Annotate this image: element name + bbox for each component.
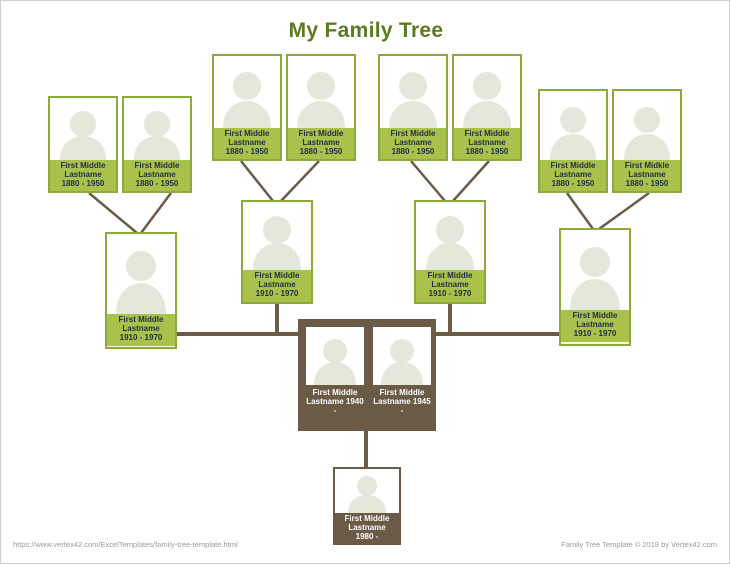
person-name-line2: Lastname — [431, 279, 469, 289]
person-label — [614, 160, 680, 192]
person-card-ggp4[interactable] — [286, 54, 356, 161]
person-dates: 1910 - 1970 — [428, 288, 472, 298]
person-card-ggp8[interactable] — [612, 89, 682, 193]
avatar — [304, 325, 366, 387]
person-label — [50, 160, 116, 192]
person-card-child1[interactable] — [333, 467, 401, 545]
person-dates: 1910 - 1970 — [573, 328, 617, 338]
person-card-parent2[interactable] — [371, 325, 433, 419]
person-card-ggp6[interactable] — [452, 54, 522, 161]
person-dates: 1880 - 1950 — [61, 178, 105, 188]
person-name-line2: Lastname — [258, 279, 296, 289]
person-card-gp3[interactable] — [414, 200, 486, 304]
person-name-line2: Lastname — [628, 169, 666, 179]
avatar — [371, 325, 433, 387]
person-name-line1: First Middle — [427, 271, 473, 280]
person-name-line2: Lastname — [394, 137, 432, 147]
person-name-line2: Lastname — [64, 169, 102, 179]
person-label — [335, 513, 399, 545]
person-dates: 1910 - 1970 — [119, 332, 163, 342]
person-label — [416, 270, 484, 302]
person-label — [380, 128, 446, 160]
person-dates: 1880 - 1950 — [299, 146, 343, 156]
person-card-ggp1[interactable] — [48, 96, 118, 193]
person-dates: 1880 - 1950 — [225, 146, 269, 156]
person-dates: 1880 - 1950 — [465, 146, 509, 156]
person-name-line1: First Middle — [134, 161, 180, 170]
person-card-ggp3[interactable] — [212, 54, 282, 161]
person-name-line1: First Middle — [118, 315, 164, 324]
avatar — [614, 91, 680, 160]
person-name-line1: First Middle — [550, 161, 596, 170]
person-label — [107, 314, 175, 346]
avatar — [416, 202, 484, 270]
person-dates: 1880 - 1950 — [551, 178, 595, 188]
person-name-line1: First Middle — [390, 129, 436, 138]
person-dates: 1940 - — [333, 396, 364, 415]
avatar — [540, 91, 606, 160]
person-name-line1: First Middle — [254, 271, 300, 280]
person-dates: 1880 - 1950 — [391, 146, 435, 156]
copyright-notice: Family Tree Template © 2018 by Vertex42.com — [561, 540, 717, 549]
person-card-gp1[interactable] — [105, 232, 177, 349]
person-name-line2: Lastname — [302, 137, 340, 147]
person-name-line2: Lastname — [373, 396, 411, 406]
person-label — [288, 128, 354, 160]
person-card-gp2[interactable] — [241, 200, 313, 304]
person-name-line1: First Middle — [60, 161, 106, 170]
person-label — [124, 160, 190, 192]
person-name-line2: Lastname — [348, 522, 386, 532]
avatar — [561, 230, 629, 310]
person-name-line2: Lastname — [228, 137, 266, 147]
person-card-parent1[interactable] — [304, 325, 366, 419]
person-card-gp4[interactable] — [559, 228, 631, 346]
person-label — [540, 160, 606, 192]
person-dates: 1980 - — [355, 531, 379, 541]
person-card-ggp5[interactable] — [378, 54, 448, 161]
person-dates: 1880 - 1950 — [625, 178, 669, 188]
avatar — [107, 234, 175, 314]
person-name-line2: Lastname — [122, 323, 160, 333]
person-label — [304, 387, 366, 419]
page-title: My Family Tree — [288, 19, 444, 42]
person-dates: 1945 - — [400, 396, 431, 415]
person-name-line1: First Midkle — [624, 161, 670, 170]
person-name-line2: Lastname — [306, 396, 344, 406]
avatar — [380, 56, 446, 128]
person-name-line2: Lastname — [554, 169, 592, 179]
person-name-line1: First Middle — [312, 388, 358, 397]
avatar — [124, 98, 190, 160]
person-card-ggp7[interactable] — [538, 89, 608, 193]
avatar — [243, 202, 311, 270]
person-label — [243, 270, 311, 302]
avatar — [50, 98, 116, 160]
avatar — [454, 56, 520, 128]
person-name-line1: First Middle — [572, 311, 618, 320]
person-name-line1: First Middle — [298, 129, 344, 138]
source-url[interactable]: https://www.vertex42.com/ExcelTemplates/family-tree-template.html — [13, 540, 238, 549]
person-name-line1: First Middle — [224, 129, 270, 138]
person-name-line1: First Middle — [464, 129, 510, 138]
person-card-ggp2[interactable] — [122, 96, 192, 193]
avatar — [335, 469, 399, 513]
person-label — [371, 387, 433, 419]
avatar — [288, 56, 354, 128]
person-label — [561, 310, 629, 342]
parents-group — [298, 319, 436, 431]
person-name-line1: First Middle — [344, 514, 390, 523]
person-dates: 1910 - 1970 — [255, 288, 299, 298]
person-label — [454, 128, 520, 160]
person-label — [214, 128, 280, 160]
person-dates: 1880 - 1950 — [135, 178, 179, 188]
person-name-line2: Lastname — [576, 319, 614, 329]
person-name-line2: Lastname — [468, 137, 506, 147]
avatar — [214, 56, 280, 128]
person-name-line1: First Middle — [379, 388, 425, 397]
person-name-line2: Lastname — [138, 169, 176, 179]
